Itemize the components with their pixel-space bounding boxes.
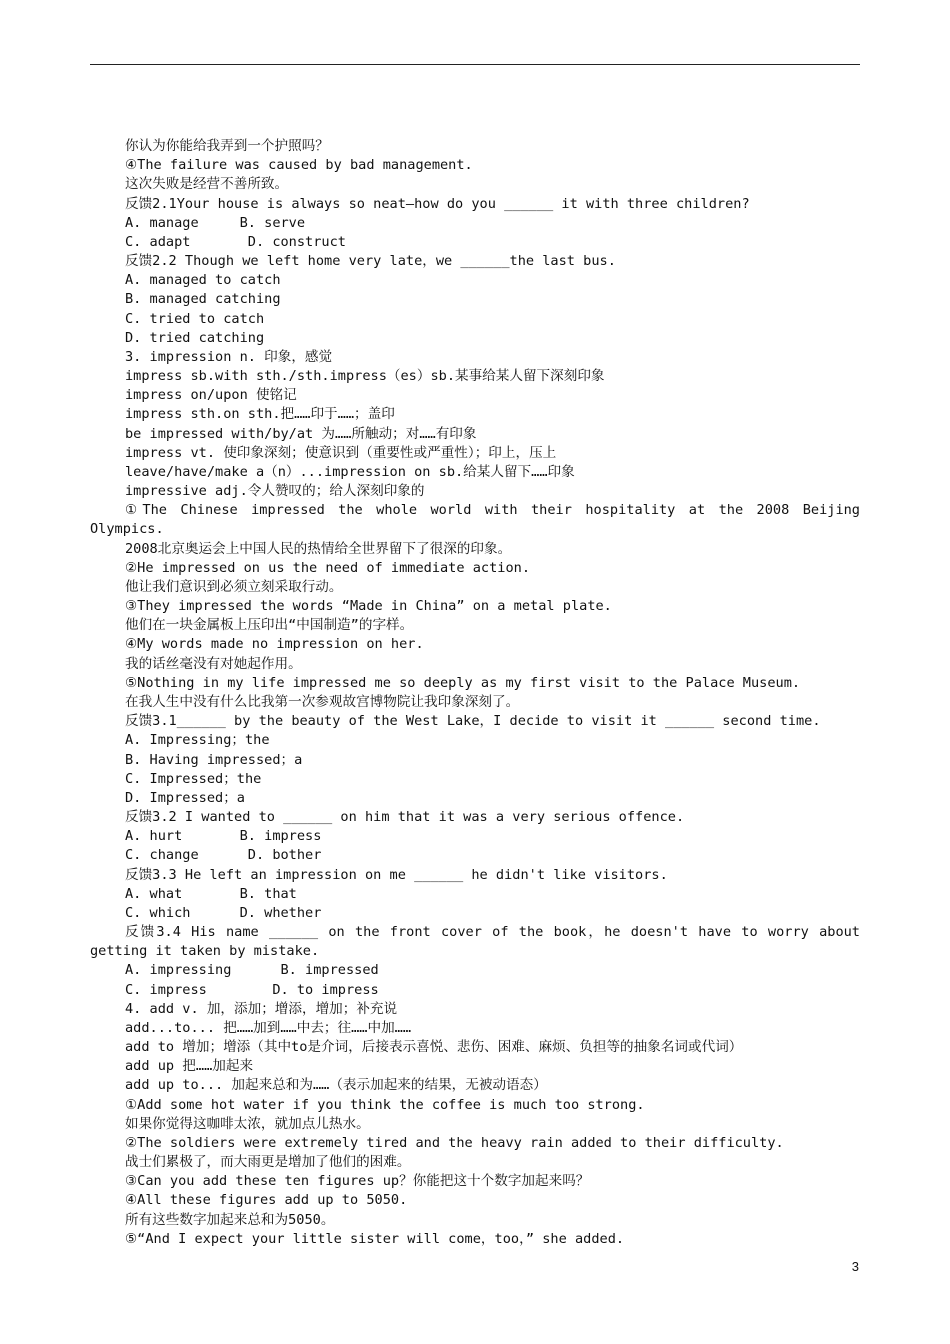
text-line: 反馈3.4 His name ______ on the front cover of the book，he doesn't have to worry about (125, 924, 860, 941)
text-line: A. manage B. serve (125, 214, 306, 231)
text-line: add to 增加；增添（其中to是介词，后接表示喜悦、悲伤、困难、麻烦、负担等的抽象名词或代词） (125, 1039, 743, 1056)
text-line: 他们在一块金属板上压印出“中国制造”的字样。 (125, 617, 414, 634)
text-line: 反馈3.2 I wanted to ______ on him that it was a very serious offence. (125, 809, 685, 826)
text-line: impressive adj.令人赞叹的；给人深刻印象的 (125, 483, 425, 500)
text-line: impress on/upon 使铭记 (125, 387, 297, 404)
text-line: ②The soldiers were extremely tired and the heavy rain added to their difficulty. (125, 1134, 784, 1151)
text-line: C. adapt D. construct (125, 233, 346, 250)
text-line: C. change D. bother (125, 847, 322, 864)
text-line: ③Can you add these ten figures up？你能把这十个数字加起来吗？ (125, 1173, 590, 1190)
text-line: C. tried to catch (125, 310, 265, 327)
text-line: 战士们累极了，而大雨更是增加了他们的困难。 (125, 1154, 411, 1171)
text-line: A. what B. that (125, 885, 297, 902)
text-line: 所有这些数字加起来总和为5050。 (125, 1211, 335, 1228)
header-rule (90, 64, 860, 65)
text-line: 我的话丝毫没有对她起作用。 (125, 655, 302, 672)
text-line: C. Impressed；the (125, 770, 262, 787)
text-line: D. tried catching (125, 329, 265, 346)
text-line: 你认为你能给我弄到一个护照吗？ (125, 138, 329, 154)
text-line: D. Impressed；a (125, 789, 245, 806)
text-line: B. Having impressed；a (125, 751, 303, 768)
text-line: ①The Chinese impressed the whole world with their hospitality at the 2008 Beijing (125, 502, 860, 519)
text-line: 这次失败是经营不善所致。 (125, 176, 289, 193)
text-line: leave/have/make a（n）...impression on sb.给某人留下……印象 (125, 463, 575, 480)
text-line: B. managed catching (125, 291, 281, 308)
text-line: getting it taken by mistake. (90, 943, 320, 960)
text-line: 4. add v. 加，添加；增添，增加；补充说 (125, 1000, 398, 1017)
text-line: ⑤“And I expect your little sister will come，too，” she added. (125, 1230, 625, 1247)
text-line: impress sth.on sth.把……印于……；盖印 (125, 406, 395, 423)
text-line: Olympics. (90, 521, 164, 538)
text-line: be impressed with/by/at 为……所触动；对……有印象 (125, 425, 477, 442)
text-line: 在我人生中没有什么比我第一次参观故宫博物院让我印象深刻了。 (125, 693, 520, 710)
text-line: A. Impressing；the (125, 732, 270, 749)
text-line: impress sb.with sth./sth.impress（es）sb.某事给某人留下深刻印象 (125, 368, 605, 385)
text-line: add up 把……加起来 (125, 1058, 254, 1075)
text-line: ④The failure was caused by bad management. (125, 157, 473, 174)
text-line: 如果你觉得这咖啡太浓，就加点儿热水。 (125, 1115, 370, 1132)
text-line: 反馈2.2 Though we left home very late，we ______the last bus. (125, 253, 616, 270)
text-line: 他让我们意识到必须立刻采取行动。 (125, 578, 343, 595)
text-line: 3. impression n. 印象，感觉 (125, 348, 333, 365)
document-body (90, 137, 860, 1249)
text-line: A. managed to catch (125, 272, 281, 289)
text-line: ④All these figures add up to 5050. (125, 1192, 408, 1209)
text-line: A. impressing B. impressed (125, 962, 379, 979)
text-line: ④My words made no impression on her. (125, 636, 424, 653)
text-line: A. hurt B. impress (125, 828, 322, 845)
text-line: add up to... 加起来总和为……（表示加起来的结果，无被动语态） (125, 1077, 547, 1094)
text-line: ②He impressed on us the need of immediate action. (125, 559, 531, 576)
text-line: 2008北京奥运会上中国人民的热情给全世界留下了很深的印象。 (125, 540, 512, 557)
text-line: add...to... 把……加到……中去；往……中加…… (125, 1019, 412, 1036)
text-line: C. which D. whether (125, 904, 322, 921)
text-line: ①Add some hot water if you think the coffee is much too strong. (125, 1096, 645, 1113)
page-number: 3 (851, 1259, 859, 1274)
text-line: C. impress D. to impress (125, 981, 379, 998)
text-line: 反馈3.1______ by the beauty of the West Lake，I decide to visit it ______ second time. (125, 713, 821, 730)
text-line: impress vt. 使印象深刻；使意识到（重要性或严重性）；印上，压上 (125, 444, 557, 461)
text-line: 反馈2.1Your house is always so neat—how do you ______ it with three children? (125, 195, 750, 212)
text-line: 反馈3.3 He left an impression on me ______ he didn't like visitors. (125, 866, 668, 883)
text-line: ③They impressed the words “Made in China” on a metal plate. (125, 598, 612, 615)
text-line: ⑤Nothing in my life impressed me so deeply as my first visit to the Palace Museum. (125, 674, 801, 691)
